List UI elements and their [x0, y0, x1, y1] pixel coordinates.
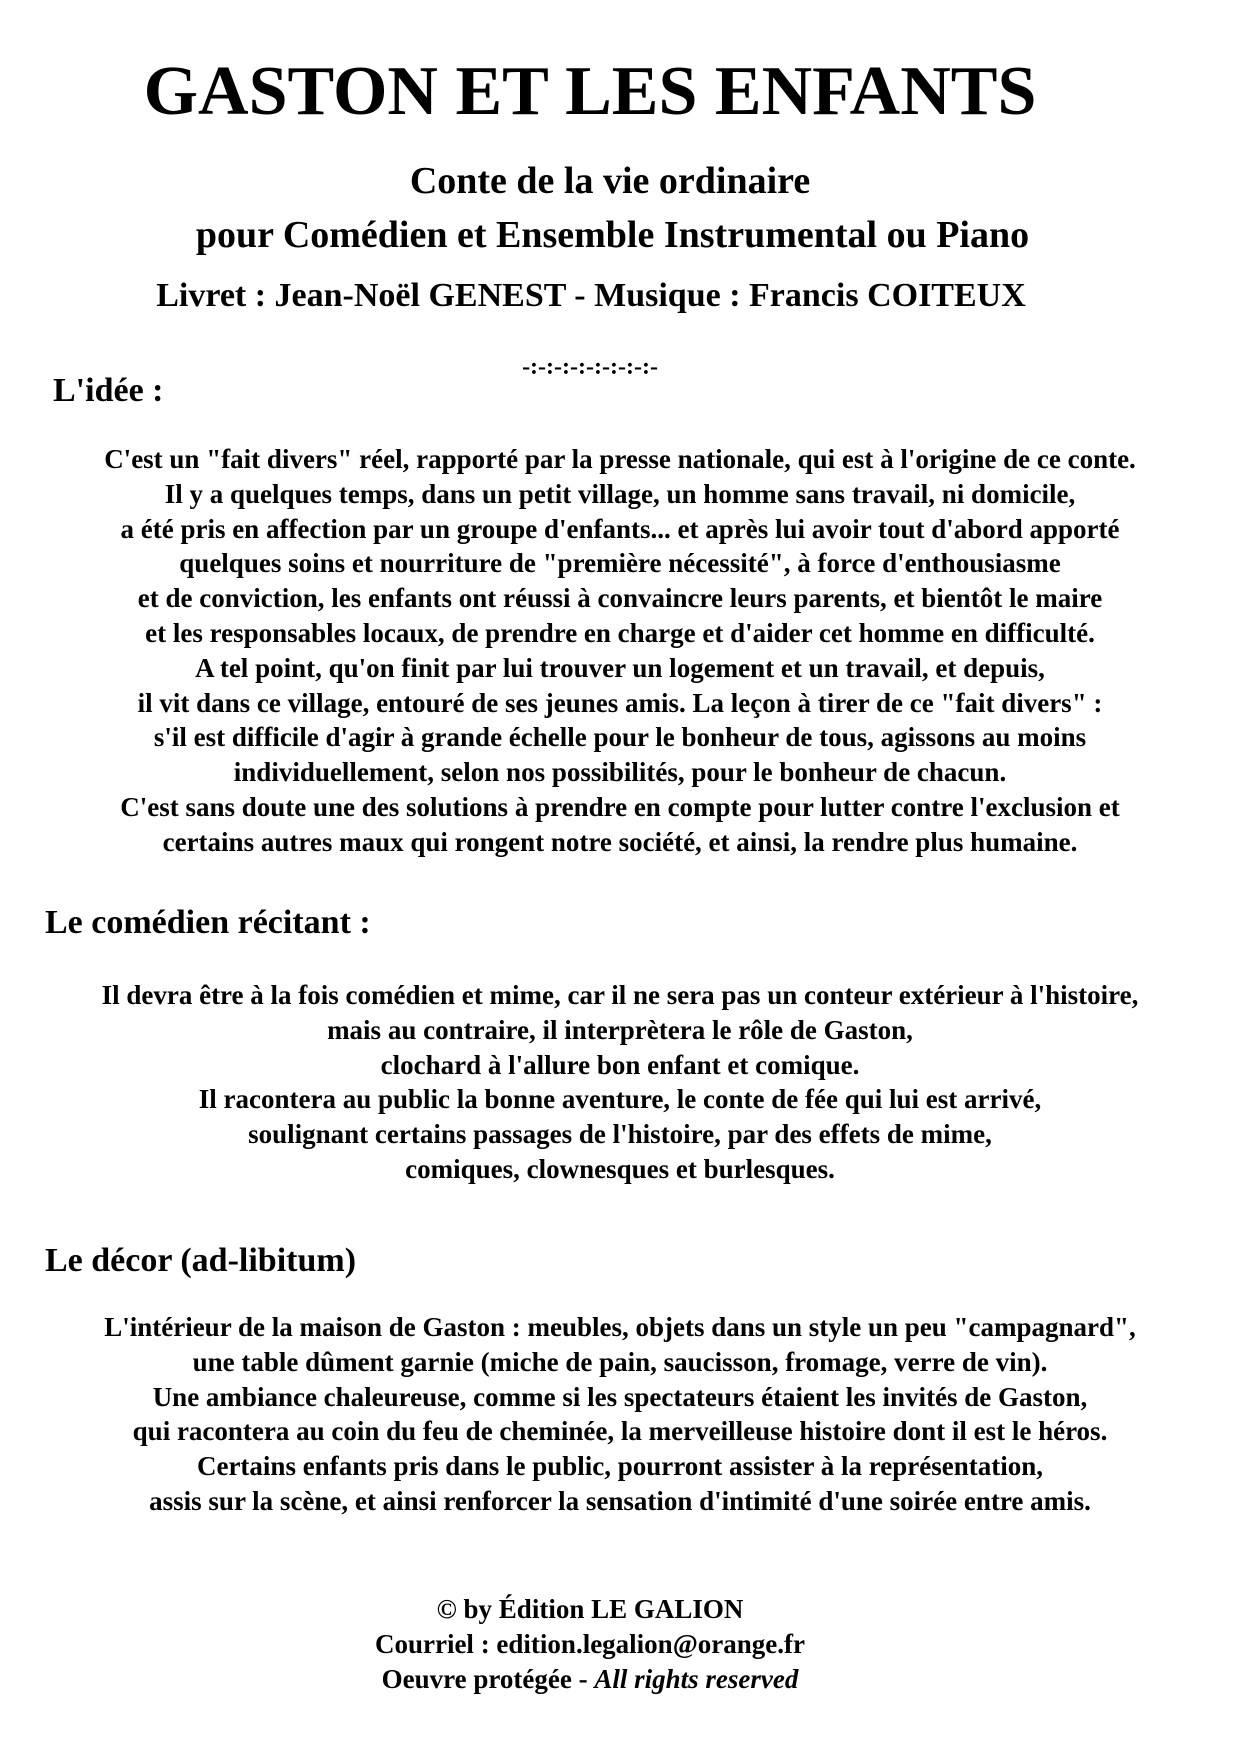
copyright-line: © by Édition LE GALION: [436, 1594, 744, 1624]
paragraph-line: et de conviction, les enfants ont réussi à convaincre leurs parents, et bientôt le maire: [137, 583, 1103, 614]
paragraph-line: individuellement, selon nos possibilités, pour le bonheur de chacun.: [233, 757, 1007, 788]
subtitle-line-2: pour Comédien et Ensemble Instrumental ou Piano: [195, 214, 1030, 256]
paragraph-line: Certains enfants pris dans le public, pourront assister à la représentation,: [196, 1451, 1044, 1482]
paragraph-line: mais au contraire, il interprètera le rôle de Gaston,: [327, 1014, 913, 1045]
paragraph-line: comiques, clownesques et burlesques.: [405, 1153, 835, 1184]
paragraph-line: A tel point, qu'on finit par lui trouver un logement et un travail, et depuis,: [195, 652, 1045, 683]
section-body-comedien: [0, 978, 1240, 1187]
section-body-decor: [0, 1310, 1240, 1519]
paragraph-line: C'est un "fait divers" réel, rapporté par la presse nationale, qui est à l'origine de ce conte.: [104, 444, 1136, 474]
footer: [0, 1592, 1180, 1697]
all-rights-text: All rights reserved: [594, 1664, 799, 1694]
separator: -:-:-:-:-:-:-:-:-: [522, 354, 658, 380]
subtitle-line-1: Conte de la vie ordinaire: [409, 160, 811, 202]
section-heading-decor: Le décor (ad-libitum): [45, 1242, 357, 1279]
paragraph-line: clochard à l'allure bon enfant et comique.: [380, 1049, 860, 1080]
paragraph-line: C'est sans doute une des solutions à prendre en compte pour lutter contre l'exclusion et: [120, 791, 1120, 822]
paragraph-line: L'intérieur de la maison de Gaston : meubles, objets dans un style un peu "campagnard",: [104, 1312, 1136, 1342]
paragraph-line: qui racontera au coin du feu de cheminée, la merveilleuse histoire dont il est le héros.: [132, 1416, 1108, 1447]
section-body-idee: [0, 442, 1240, 860]
paragraph-line: une table dûment garnie (miche de pain, saucisson, fromage, verre de vin).: [192, 1346, 1048, 1377]
document-title: GASTON ET LES ENFANTS: [143, 53, 1037, 130]
protected-text: Oeuvre protégée -: [381, 1664, 595, 1694]
paragraph-line: Il devra être à la fois comédien et mime, car il ne sera pas un conteur extérieur à l'histoire,: [101, 980, 1139, 1010]
paragraph-line: il vit dans ce village, entouré de ses jeunes amis. La leçon à tirer de ce "fait divers" :: [137, 687, 1103, 718]
paragraph-line: a été pris en affection par un groupe d'enfants... et après lui avoir tout d'abord apporté: [120, 513, 1120, 544]
paragraph-line: quelques soins et nourriture de "première nécessité", à force d'enthousiasme: [179, 548, 1061, 579]
paragraph-line: Une ambiance chaleureuse, comme si les spectateurs étaient les invités de Gaston,: [152, 1381, 1088, 1412]
paragraph-line: et les responsables locaux, de prendre en charge et d'aider cet homme en difficulté.: [145, 617, 1095, 648]
section-heading-comedien: Le comédien récitant :: [45, 904, 371, 941]
credits-line: Livret : Jean-Noël GENEST - Musique : Francis COITEUX: [156, 277, 1026, 314]
paragraph-line: certains autres maux qui rongent notre société, et ainsi, la rendre plus humaine.: [162, 826, 1078, 857]
paragraph-line: Il y a quelques temps, dans un petit village, un homme sans travail, ni domicile,: [164, 478, 1076, 509]
paragraph-line: assis sur la scène, et ainsi renforcer la sensation d'intimité d'une soirée entre amis.: [149, 1485, 1091, 1516]
paragraph-line: Il racontera au public la bonne aventure, le conte de fée qui lui est arrivé,: [198, 1084, 1042, 1115]
section-heading-idee: L'idée :: [53, 372, 164, 409]
paragraph-line: soulignant certains passages de l'histoire, par des effets de mime,: [248, 1119, 992, 1150]
email-line: Courriel : edition.legalion@orange.fr: [374, 1629, 806, 1659]
paragraph-line: s'il est difficile d'agir à grande échelle pour le bonheur de tous, agissons au moins: [153, 722, 1087, 753]
rights-line: [0, 1662, 1180, 1697]
